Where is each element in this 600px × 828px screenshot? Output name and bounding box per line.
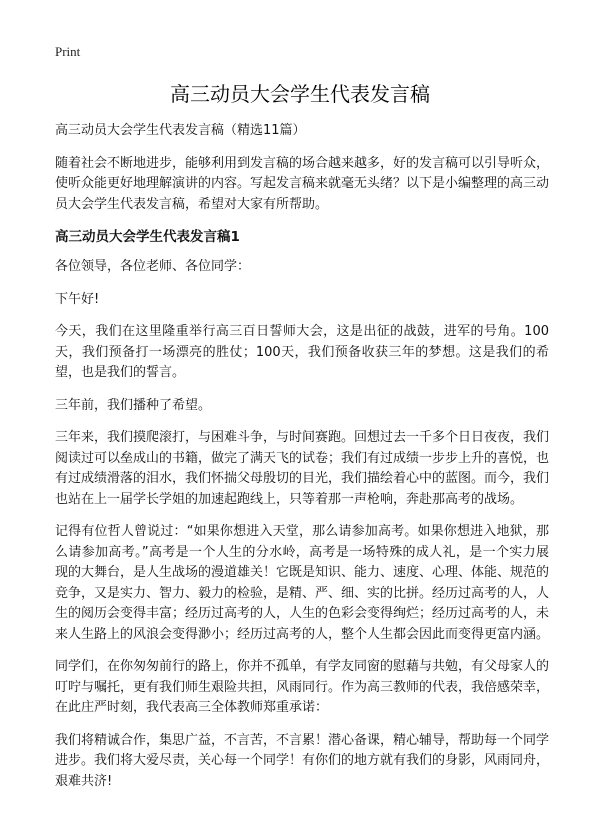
page-title: 高三动员大会学生代表发言稿 bbox=[170, 82, 430, 106]
paragraph: 三年前，我们播种了希望。 bbox=[55, 397, 212, 413]
paragraph: 我们将精诚合作，集思广益，不言苦，不言累！潜心备课，精心辅导，帮助每一个同学进步。我们将大爱尽责，关心每一个同学！有你们的地方就有我们的身影，风雨同舟，艰难共济! bbox=[55, 732, 550, 789]
paragraph-greeting: 下午好! bbox=[55, 291, 100, 307]
section-heading: 高三动员大会学生代表发言稿1 bbox=[55, 229, 240, 245]
article-subtitle: 高三动员大会学生代表发言稿（精选11篇） bbox=[55, 123, 306, 138]
paragraph: 同学们，在你匆匆前行的路上，你并不孤单，有学友同窗的慰藉与共勉，有父母家人的叮咛与嘱托，更有我们师生艰险共担，风雨同行。作为高三教师的代表，我倍感荣幸，在此庄严时刻，我代表高三全体教师郑重承诺： bbox=[55, 659, 550, 715]
paragraph: 记得有位哲人曾说过：“如果你想进入天堂，那么请参加高考。如果你想进入地狱，那么请参加高考。”高考是一个人生的分水岭，高考是一场特殊的成人礼，是一个实力展现的大舞台，是人生战场的漫道雄关！它既是知识、能力、速度、心理、体能、规范的竞争，又是实力、智力、毅力的检验，是精、严、细、实的比拼。经历过高考的人，人生的阅历会变得丰富；经历过高考的人，人生的色彩会变得绚烂；经历过高考的人，未来人生路上的风浪会变得渺小；经历过高考的人，整个人生都会因此而变得更富内涵。 bbox=[55, 524, 550, 642]
paragraph-salutation: 各位领导，各位老师、各位同学： bbox=[55, 259, 251, 274]
paragraph: 三年来，我们摸爬滚打，与困难斗争，与时间赛跑。回想过去一千多个日日夜夜，我们阅读过可以垒成山的书籍，做完了满天飞的试卷；我们有过成绩一步步上升的喜悦，也有过成绩滑落的泪水，我们怀揣父母殷切的目光，我们描绘着心中的蓝图。而今，我们也站在上一届学长学姐的加速起跑线上，只等着那一声枪响，奔赴那高考的战场。 bbox=[55, 430, 550, 507]
intro-paragraph: 随着社会不断地进步，能够利用到发言稿的场合越来越多，好的发言稿可以引导听众，使听众能更好地理解演讲的内容。写起发言稿来就毫无头绪？以下是小编整理的高三动员大会学生代表发言稿，希望对大家有所帮助。 bbox=[55, 155, 550, 212]
article-body bbox=[55, 121, 549, 804]
print-link[interactable]: Print bbox=[55, 44, 81, 59]
paragraph: 今天，我们在这里隆重举行高三百日誓师大会，这是出征的战鼓，进军的号角。100天，我们预备打一场漂亮的胜仗；100天，我们预备收获三年的梦想。这是我们的希望，也是我们的誓言。 bbox=[55, 324, 549, 380]
